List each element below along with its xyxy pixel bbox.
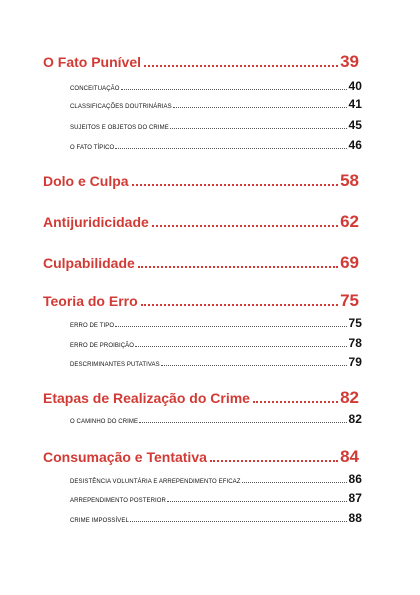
toc-section-entry[interactable] bbox=[70, 472, 362, 490]
toc-page-number: 58 bbox=[340, 171, 359, 190]
toc-page-number: 46 bbox=[348, 138, 362, 152]
toc-section-entry[interactable] bbox=[70, 412, 362, 430]
toc-page-number: 82 bbox=[348, 412, 362, 426]
toc-chapter-entry[interactable] bbox=[43, 212, 359, 238]
toc-chapter-title: O Fato Punível bbox=[43, 54, 142, 70]
toc-leader-dots bbox=[135, 346, 347, 347]
toc-page-number: 84 bbox=[340, 447, 359, 466]
toc-section-entry[interactable] bbox=[70, 97, 362, 115]
toc-page-number: 87 bbox=[348, 491, 362, 505]
toc-leader-dots bbox=[130, 521, 347, 522]
toc-chapter-entry[interactable] bbox=[43, 171, 359, 197]
toc-page-number: 39 bbox=[340, 52, 359, 71]
toc-section-entry[interactable] bbox=[70, 355, 362, 373]
toc-page-number: 40 bbox=[348, 79, 362, 93]
toc-page-number: 45 bbox=[348, 118, 362, 132]
toc-page-number: 79 bbox=[348, 355, 362, 369]
toc-chapter-title: Etapas de Realização do Crime bbox=[43, 390, 250, 406]
toc-section-title: O CAMINHO DO CRIME bbox=[70, 419, 139, 425]
toc-chapter-entry[interactable] bbox=[43, 253, 359, 279]
toc-leader-dots bbox=[210, 460, 338, 462]
toc-section-title: CRIME IMPOSSÍVEL bbox=[70, 518, 129, 524]
toc-leader-dots bbox=[115, 326, 347, 327]
toc-section-title: ERRO DE PROIBIÇÃO bbox=[70, 343, 135, 349]
toc-leader-dots bbox=[173, 107, 348, 108]
toc-section-title: ERRO DE TIPO bbox=[70, 323, 115, 329]
toc-section-entry[interactable] bbox=[70, 79, 362, 97]
toc-page-number: 88 bbox=[348, 511, 362, 525]
toc-chapter-title: Culpabilidade bbox=[43, 255, 135, 271]
toc-section-title: DESCRIMINANTES PUTATIVAS bbox=[70, 362, 160, 368]
toc-leader-dots bbox=[152, 225, 338, 227]
toc-leader-dots bbox=[170, 128, 348, 129]
toc-page-number: 82 bbox=[340, 388, 359, 407]
toc-section-title: CONCEITUAÇÃO bbox=[70, 86, 120, 92]
toc-section-entry[interactable] bbox=[70, 316, 362, 334]
toc-chapter-title: Dolo e Culpa bbox=[43, 173, 129, 189]
toc-page-number: 75 bbox=[340, 291, 359, 310]
toc-section-title: CLASSIFICAÇÕES DOUTRINÁRIAS bbox=[70, 104, 172, 110]
toc-section-entry[interactable] bbox=[70, 138, 362, 156]
toc-page-number: 69 bbox=[340, 253, 359, 272]
toc-section-entry[interactable] bbox=[70, 336, 362, 354]
toc-chapter-title: Teoria do Erro bbox=[43, 293, 138, 309]
toc-chapter-title: Consumação e Tentativa bbox=[43, 449, 207, 465]
toc-leader-dots bbox=[161, 365, 348, 366]
toc-section-entry[interactable] bbox=[70, 511, 362, 529]
toc-section-title: O FATO TÍPICO bbox=[70, 145, 115, 151]
toc-chapter-entry[interactable] bbox=[43, 388, 359, 414]
toc-leader-dots bbox=[242, 482, 348, 483]
toc-leader-dots bbox=[121, 89, 348, 90]
toc-chapter-entry[interactable] bbox=[43, 447, 359, 473]
toc-leader-dots bbox=[132, 184, 339, 186]
toc-page-number: 75 bbox=[348, 316, 362, 330]
toc-page-number: 62 bbox=[340, 212, 359, 231]
toc-chapter-entry[interactable] bbox=[43, 291, 359, 317]
toc-leader-dots bbox=[138, 266, 338, 268]
toc-page-number: 41 bbox=[348, 97, 362, 111]
toc-chapter-title: Antijuridicidade bbox=[43, 214, 149, 230]
toc-chapter-entry[interactable] bbox=[43, 52, 359, 78]
toc-leader-dots bbox=[253, 401, 338, 403]
toc-section-title: SUJEITOS E OBJETOS DO CRIME bbox=[70, 125, 169, 131]
toc-leader-dots bbox=[139, 422, 347, 423]
toc-section-title: ARREPENDIMENTO POSTERIOR bbox=[70, 498, 166, 504]
toc-leader-dots bbox=[115, 148, 347, 149]
toc-section-entry[interactable] bbox=[70, 491, 362, 509]
toc-page-number: 78 bbox=[348, 336, 362, 350]
toc-leader-dots bbox=[144, 65, 338, 67]
toc-section-title: DESISTÊNCIA VOLUNTÁRIA E ARREPENDIMENTO EFICAZ bbox=[70, 479, 241, 485]
toc-page-number: 86 bbox=[348, 472, 362, 486]
toc-leader-dots bbox=[141, 304, 338, 306]
toc-section-entry[interactable] bbox=[70, 118, 362, 136]
toc-leader-dots bbox=[167, 501, 347, 502]
